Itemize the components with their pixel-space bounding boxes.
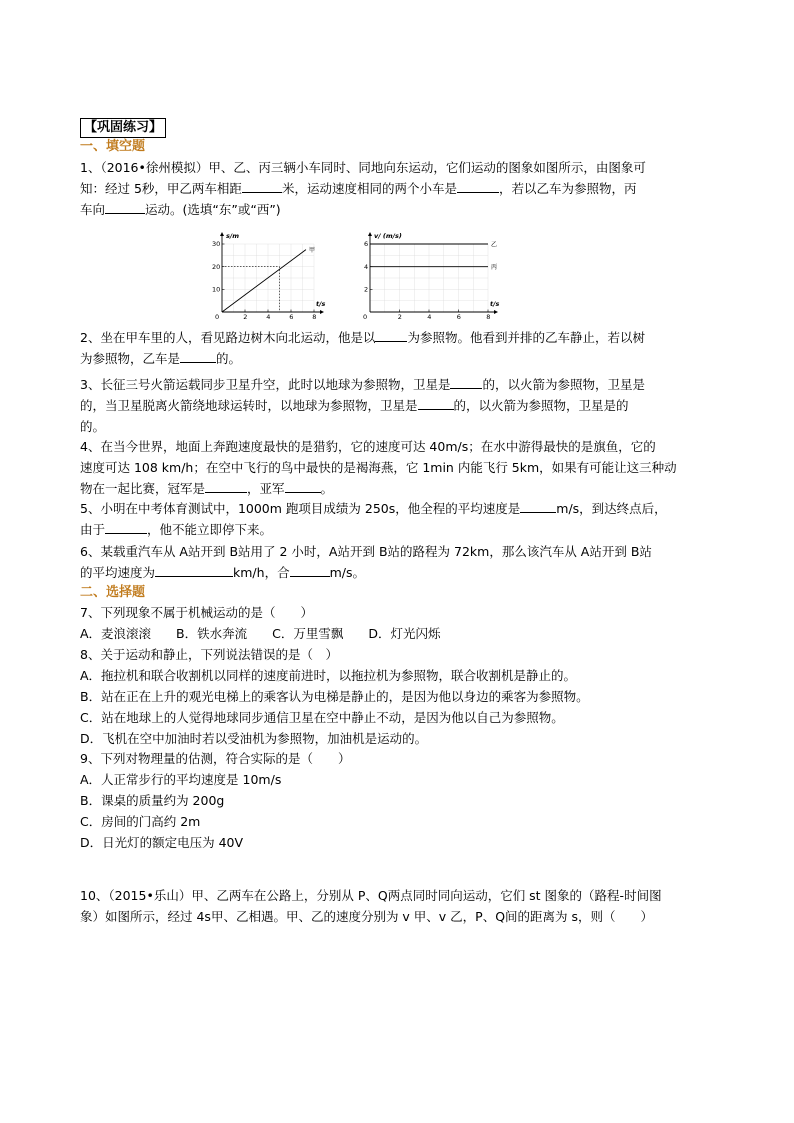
q2-blank-2 — [180, 348, 216, 363]
question-10 — [80, 885, 720, 927]
q4-text-c: 。 — [320, 481, 334, 496]
q1-text-d: 车向 — [80, 202, 106, 217]
q8-stem: 8、关于运动和静止，下列说法错误的是（ ） — [80, 647, 338, 662]
q6-text-c: m/s。 — [329, 565, 365, 580]
y-tick-label: 4 — [364, 262, 369, 271]
section-choice-title: 二、选择题 — [80, 585, 146, 600]
q3-text-d: 的，以火箭为参照物，卫星是的 — [453, 398, 629, 413]
question-3 — [80, 374, 720, 437]
x-tick-label: 2 — [243, 313, 248, 321]
q7-options: A．麦浪滚滚 B．铁水奔流 C．万里雪飘 D．灯光闪烁 — [80, 626, 441, 641]
q4-text-b: ，亚军 — [247, 481, 285, 496]
q8-option-c: C．站在地球上的人觉得地球同步通信卫星在空中静止不动，是因为他以自己为参照物。 — [80, 710, 564, 725]
x-axis-arrow — [320, 310, 324, 314]
series-line-0 — [222, 250, 306, 312]
x-tick-label: 0 — [363, 313, 368, 321]
q4-line2: 速度可达 108 km/h；在空中飞行的鸟中最快的是褐海燕，它 1min 内能飞行 5km，如果有可能让这三种动 — [80, 460, 677, 475]
question-2 — [80, 327, 720, 369]
q7-stem: 7、下列现象不属于机械运动的是（ ） — [80, 605, 313, 620]
q9-option-c: C．房间的门高约 2m — [80, 814, 201, 829]
question-8 — [80, 644, 720, 749]
q2-text-b: 为参照物。他看到并排的乙车静止，若以树 — [407, 330, 645, 345]
q2-line2 — [80, 348, 720, 369]
chart-st-graph — [200, 226, 345, 321]
y-tick-label: 20 — [212, 262, 221, 271]
question-6 — [80, 541, 720, 583]
q2-line1 — [80, 327, 720, 348]
q3-blank-1 — [450, 374, 482, 389]
q6-blank-2 — [290, 562, 330, 577]
q4-line1: 4、在当今世界，地面上奔跑速度最快的是猎豹，它的速度可达 40m/s；在水中游得最快的是旗鱼，它的 — [80, 439, 656, 454]
x-tick-label: 6 — [456, 313, 461, 321]
q2-blank-1 — [375, 327, 407, 342]
question-5 — [80, 498, 720, 540]
q6-line2 — [80, 562, 720, 583]
q5-text-a: 5、小明在中考体育测试中，1000m 跑项目成绩为 250s，他全程的平均速度是 — [80, 501, 521, 516]
q3-line2 — [80, 395, 720, 416]
q1-text-c: ，若以乙车为参照物，丙 — [498, 181, 637, 196]
x-tick-label: 0 — [215, 313, 220, 321]
consolidation-header: 【巩固练习】 — [80, 118, 166, 138]
q4-line3 — [80, 478, 720, 499]
q5-line1 — [80, 498, 720, 519]
q1-text-a: 知：经过 5秒，甲乙两车相距 — [80, 181, 242, 196]
x-tick-label: 8 — [486, 313, 491, 321]
q10-line2: 象）如图所示，经过 4s甲、乙相遇。甲、乙的速度分别为 v 甲、v 乙，P、Q间的距离为 s，则（ ） — [80, 909, 654, 924]
q3-text-b: 的，以火箭为参照物，卫星是 — [482, 377, 645, 392]
series-label: 乙 — [491, 241, 498, 249]
x-tick-label: 4 — [427, 313, 432, 321]
q6-text-b: km/h，合 — [233, 565, 290, 580]
x-tick-label: 4 — [266, 313, 271, 321]
question-9 — [80, 748, 720, 853]
chart-vt-graph — [352, 226, 512, 321]
question-7 — [80, 602, 720, 644]
q9-option-b: B．课桌的质量约为 200g — [80, 793, 225, 808]
y-tick-label: 10 — [212, 285, 221, 294]
series-label: 甲 — [308, 247, 315, 255]
x-tick-label: 8 — [312, 313, 317, 321]
y-tick-label: 2 — [364, 285, 369, 294]
question-1 — [80, 157, 720, 220]
q3-text-a: 3、长征三号火箭运载同步卫星升空，此时以地球为参照物，卫星是 — [80, 377, 451, 392]
x-axis-label: t/s — [316, 300, 326, 308]
q5-text-c: 由于 — [80, 522, 106, 537]
series-label: 丙 — [491, 264, 498, 272]
question-4 — [80, 436, 720, 499]
q1-text-e: 运动。(选填“东”或“西”) — [145, 202, 281, 217]
q1-line1: 1、（2016•徐州模拟）甲、乙、丙三辆小车同时、同地向东运动，它们运动的图象如图所示，由图象可 — [80, 160, 646, 175]
q1-blank-2 — [457, 178, 499, 193]
y-axis-label: v/ (m/s) — [374, 232, 402, 240]
q2-text-d: 的。 — [216, 351, 242, 366]
q5-blank-1 — [520, 498, 556, 513]
q1-line3 — [80, 199, 720, 220]
q5-line2 — [80, 519, 720, 540]
q1-line2 — [80, 178, 720, 199]
q9-option-a: A．人正常步行的平均速度是 10m/s — [80, 772, 282, 787]
q9-stem: 9、下列对物理量的估测，符合实际的是（ ） — [80, 751, 351, 766]
q1-blank-3 — [105, 199, 145, 214]
q8-option-a: A．拖拉机和联合收割机以同样的速度前进时，以拖拉机为参照物，联合收割机是静止的。 — [80, 668, 577, 683]
q5-blank-2 — [105, 519, 147, 534]
y-axis-label: s/m — [226, 232, 240, 240]
q6-blank-1 — [155, 562, 233, 577]
q8-option-d: D．飞机在空中加油时若以受油机为参照物，加油机是运动的。 — [80, 731, 428, 746]
y-axis-arrow — [220, 232, 224, 236]
x-axis-label: t/s — [490, 300, 500, 308]
q3-text-c: 的，当卫星脱离火箭绕地球运转时，以地球为参照物，卫星是 — [80, 398, 418, 413]
x-tick-label: 6 — [289, 313, 294, 321]
q2-text-c: 为参照物，乙车是 — [80, 351, 181, 366]
q5-text-d: ，他不能立即停下来。 — [147, 522, 273, 537]
q2-text-a: 2、坐在甲车里的人，看见路边树木向北运动，他是以 — [80, 330, 376, 345]
q8-option-b: B．站在正在上升的观光电梯上的乘客认为电梯是静止的，是因为他以身边的乘客为参照物。 — [80, 689, 589, 704]
section-fill-blank-title: 一、填空题 — [80, 139, 146, 154]
q3-line3: 的。 — [80, 419, 106, 434]
q4-blank-1 — [205, 478, 247, 493]
q5-text-b: m/s，到达终点后， — [556, 501, 667, 516]
q6-line1: 6、某载重汽车从 A站开到 B站用了 2 小时，A站开到 B站的路程为 72km，那么该汽车从 A站开到 B站 — [80, 544, 652, 559]
q4-text-a: 物在一起比赛，冠军是 — [80, 481, 206, 496]
y-tick-label: 30 — [212, 240, 221, 249]
q1-text-b: 米，运动速度相同的两个小车是 — [281, 181, 457, 196]
x-tick-label: 2 — [397, 313, 402, 321]
y-axis-arrow — [368, 232, 372, 236]
q1-blank-1 — [242, 178, 282, 193]
q10-line1: 10、（2015•乐山）甲、乙两车在公路上，分别从 P、Q两点同时同向运动，它们 st 图象的（路程-时间图 — [80, 888, 662, 903]
y-tick-label: 6 — [364, 240, 369, 249]
q3-line1 — [80, 374, 720, 395]
q6-text-a: 的平均速度为 — [80, 565, 156, 580]
q9-option-d: D．日光灯的额定电压为 40V — [80, 835, 244, 850]
x-axis-arrow — [494, 310, 498, 314]
q4-blank-2 — [285, 478, 321, 493]
q3-blank-2 — [418, 395, 454, 410]
